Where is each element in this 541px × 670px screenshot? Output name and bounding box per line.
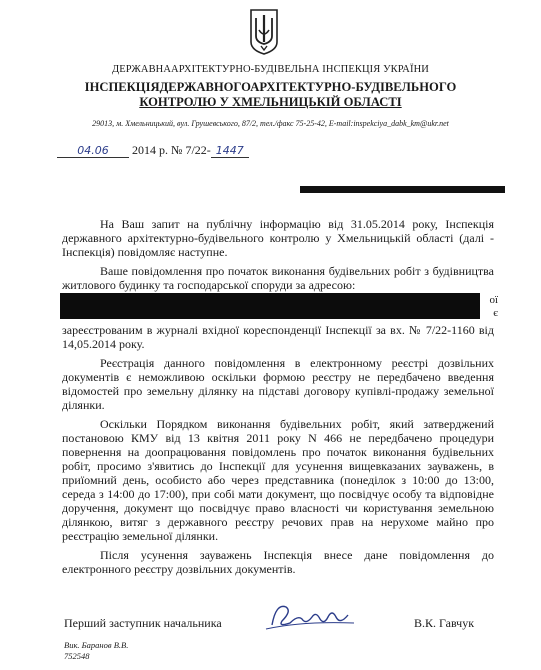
registration-date: 04.06: [57, 144, 129, 158]
letter-body: [62, 217, 498, 581]
paragraph-1: На Ваш запит на публічну інформацію від 31.05.2014 року, Інспекція державного архітектурно-будівельного контролю у Хмельницькій області (далі - Інспекція) повідомляє наступне.: [62, 217, 494, 259]
paragraph-2-continued: зареєстрованим в журналі вхідної кореспонденції Інспекції за вх. № 7/22-1160 від 14,05.2014 року.: [62, 323, 494, 351]
handwritten-signature: [262, 595, 360, 635]
executor-name: Вик. Баранов В.В.: [64, 640, 129, 650]
inspection-name: [0, 80, 541, 109]
redaction-bar: [60, 293, 480, 319]
signatory-name: В.К. Гавчук: [414, 616, 475, 630]
inspection-name-line1: ІНСПЕКЦІЯДЕРЖАВНОГОАРХІТЕКТУРНО-БУДІВЕЛЬНОГО: [84, 80, 457, 94]
redaction-tail-1: ої: [489, 294, 498, 306]
inspection-name-line2: КОНТРОЛЮ У ХМЕЛЬНИЦЬКІЙ ОБЛАСТІ: [139, 94, 402, 109]
paragraph-4: Оскільки Порядком виконання будівельних робіт, який затверджений постановою КМУ від 13 квітня 2011 року N 466 не передбачено процедури повернення на доопрацювання повідомлень про початок виконання будівельних робіт, просимо з'явитись до Інспекції для усунення вищевказаних зауважень, в приїомний день, особисто або через представника (понеділок з 10:00 до 13:00, середа з 14:00 до 17:00), при собі мати документ, що посвідчує особу та відповідне доручення, документ що посвідчує право власності чи користування земельною ділянкою, витяг з державного реєстру речових прав на нерухоме майно про реєстрацію земельної ділянки.: [62, 417, 494, 543]
paragraph-3: Реєстрація данного повідомлення в електронному реєстрі дозвільних документів є неможливою оскільки формою реєстру не передбачено введення відомостей про земельну ділянку на підставі договору купівлі-продажу земельної ділянки.: [62, 356, 494, 412]
letterhead-address: 29013, м. Хмельницький, вул. Грушевського, 87/2, тел./факс 75-25-42, E-mail:inspekciya_dabk_km@ukr.net: [92, 119, 449, 128]
executor-footer: [64, 640, 128, 662]
signatory-position: Перший заступник начальника: [64, 616, 222, 630]
registration-number: 1447: [211, 144, 249, 158]
paragraph-5: Після усунення зауважень Інспекція внесе дане повідомлення до електронного реєстру дозвільних документів.: [62, 548, 494, 576]
registration-number-prefix: 7/22-: [185, 143, 211, 157]
redaction-tail-2: є: [493, 307, 498, 319]
executor-phone: 752548: [64, 651, 90, 661]
redacted-addressee: [300, 186, 505, 193]
paragraph-2: Ваше повідомлення про початок виконання будівельних робіт з будівництва житлового будинку та господарської споруди за адресою:: [62, 264, 494, 292]
registration-line: [57, 143, 249, 158]
agency-name: ДЕРЖАВНААРХІТЕКТУРНО-БУДІВЕЛЬНА ІНСПЕКЦІЯ УКРАЇНИ: [112, 64, 429, 75]
redacted-address: [60, 293, 498, 321]
trident-emblem-icon: [249, 8, 279, 56]
registration-year: 2014 р. №: [132, 143, 183, 157]
